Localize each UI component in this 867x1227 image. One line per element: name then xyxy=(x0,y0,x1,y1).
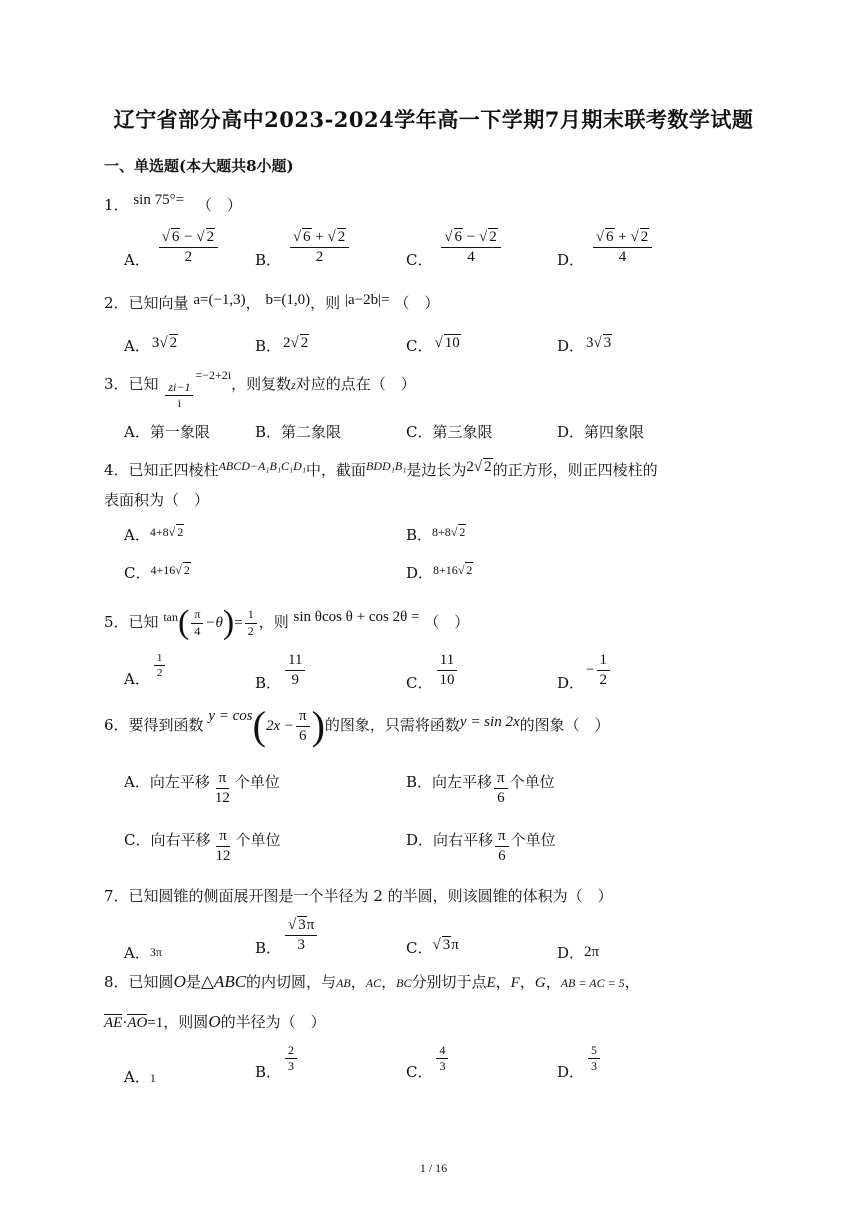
question-number: 2． xyxy=(104,294,129,312)
option-label: B． xyxy=(406,773,433,791)
section-name: BDD₁B₁ xyxy=(366,459,407,473)
question-text: 已知 xyxy=(128,613,159,631)
variable: z xyxy=(291,378,296,392)
option-label: C． xyxy=(406,939,433,957)
option-a[interactable]: A．1 xyxy=(124,1068,156,1086)
question-text: 的图象，只需将函数 xyxy=(324,716,460,734)
answer-blank: （ ） xyxy=(424,613,470,631)
option-text: 第三象限 xyxy=(432,423,493,441)
question-text: 的正方形，则正四棱柱的 xyxy=(492,461,658,479)
function-1: y = cos xyxy=(208,708,253,724)
vector-a: a=(−1,3) xyxy=(193,292,246,308)
option-label: B． xyxy=(255,1062,282,1081)
option-d[interactable]: D． $\frac{5}{3}$ xyxy=(557,1044,602,1082)
question-4: 4．已知正四棱柱$^{ABCD-A_1B_1C_1D_1}$中，截面$^{BDD_1B_1}$是边长为2√ 2的正方形，则正四棱柱的 xyxy=(104,459,658,479)
answer-blank: （ ） xyxy=(394,294,440,312)
question-number: 8． xyxy=(104,973,129,991)
question-number: 1． xyxy=(104,196,129,214)
option-label: D． xyxy=(557,337,585,355)
option-b[interactable]: B． $\frac{√ 3\pi}{3}$ xyxy=(255,916,319,958)
option-label: D． xyxy=(557,1062,585,1081)
option-d[interactable]: D． 3√ 3 xyxy=(557,335,612,355)
option-label: B． xyxy=(255,250,282,269)
question-8-line2: AE·AO=1，则圆O的半径为（ ） xyxy=(104,1012,326,1031)
option-a[interactable]: A．$^{4+8√ 2}$ xyxy=(124,525,184,544)
option-b[interactable]: B．$^{8+8√ 2}$ xyxy=(406,525,466,544)
question-2 xyxy=(104,292,439,313)
question-text: 中，截面 xyxy=(306,461,367,479)
option-b[interactable]: B． 2√ 2 xyxy=(255,335,309,355)
option-c[interactable] xyxy=(406,421,493,442)
question-7 xyxy=(104,885,613,906)
question-text: 对应的点在（ ） xyxy=(295,375,416,393)
question-number: 3． xyxy=(104,375,129,393)
option-a[interactable]: A． $\frac{1}{2}$ xyxy=(124,652,167,689)
option-label: A． xyxy=(124,773,150,791)
answer-blank: （ ） xyxy=(196,196,242,214)
expression: =−2+2i xyxy=(195,368,232,382)
option-b[interactable]: B．向左平移 $\frac{\pi}{6}$ 个单位 xyxy=(406,770,555,806)
option-label: C． xyxy=(406,250,433,269)
option-b[interactable]: B． $\frac{√ 6 + √ 2}{2}$ xyxy=(255,228,351,270)
option-label: B． xyxy=(255,674,282,692)
option-label: C． xyxy=(406,337,433,355)
option-c[interactable]: C．√ 3π xyxy=(406,937,459,957)
option-label: A． xyxy=(124,1068,150,1086)
option-label: C． xyxy=(406,674,433,692)
option-text: 第四象限 xyxy=(584,423,645,441)
option-d[interactable]: D． $\frac{√ 6 + √ 2}{4}$ xyxy=(557,228,654,270)
option-text: 第一象限 xyxy=(149,423,210,441)
vector-b: b=(1,0) xyxy=(265,292,311,308)
option-c[interactable]: C．向右平移 $\frac{\pi}{12}$ 个单位 xyxy=(124,828,281,864)
option-label: C． xyxy=(406,423,433,441)
option-b[interactable]: B． $\frac{11}{9}$ xyxy=(255,652,307,693)
option-d[interactable]: D．向右平移 $\frac{\pi}{6}$ 个单位 xyxy=(406,828,556,864)
option-a[interactable]: A．3π xyxy=(124,944,162,962)
option-d[interactable]: D．$^{8+16√ 2}$ xyxy=(406,563,473,582)
separator: ， xyxy=(245,294,261,312)
option-label: D． xyxy=(557,944,585,962)
question-number: 4． xyxy=(104,461,129,479)
option-text: 第二象限 xyxy=(281,423,342,441)
tan-fn: tan xyxy=(163,610,179,624)
expression: |a−2b|= xyxy=(344,292,390,308)
question-text: 已知圆锥的侧面展开图是一个半径为 2 的半圆，则该圆锥的体积为（ ） xyxy=(128,887,613,905)
option-label: A． xyxy=(124,337,150,355)
question-text: 的图象（ ） xyxy=(519,716,610,734)
option-label: A． xyxy=(124,944,150,962)
option-label: B． xyxy=(255,423,282,441)
question-stem: sin 75°= xyxy=(133,192,185,208)
question-5: 5．已知 $^{tan}$( $\frac{\pi}{4}$ −θ)= $\frac{1}{2}$ ，则 sin θcos θ + cos 2θ = （ ） xyxy=(104,604,470,641)
option-a[interactable]: A．向左平移 $\frac{\pi}{12}$ 个单位 xyxy=(124,770,280,806)
option-c[interactable]: C． $\frac{11}{10}$ xyxy=(406,652,459,693)
option-label: D． xyxy=(557,250,585,269)
question-4-line2: 表面积为（ ） xyxy=(104,491,210,509)
option-label: A． xyxy=(124,423,150,441)
option-a[interactable]: A． 3√ 2 xyxy=(124,335,178,355)
option-label: C． xyxy=(124,831,151,849)
question-6: 6．要得到函数 y = cos(2x − $\frac{\pi}{6}$ )的图象，只需将函数y = sin 2x的图象（ ） xyxy=(104,703,610,748)
option-label: A． xyxy=(124,250,150,269)
option-b[interactable]: B． $\frac{2}{3}$ xyxy=(255,1044,299,1082)
function-2: y = sin 2x xyxy=(459,714,520,730)
option-d[interactable]: D．− $\frac{1}{2}$ xyxy=(557,652,612,693)
option-a[interactable]: A． $\frac{√ 6 - √ 2}{2}$ xyxy=(124,228,220,270)
prism-name: ABCD−A₁B₁C₁D₁ xyxy=(218,459,307,473)
option-d[interactable]: D．2π xyxy=(557,944,600,962)
question-text: 已知圆 xyxy=(128,973,174,991)
option-label: B． xyxy=(406,526,433,544)
question-number: 5． xyxy=(104,613,129,631)
option-b[interactable] xyxy=(255,421,341,442)
option-label: A． xyxy=(124,669,150,688)
question-text: 已知正四棱柱 xyxy=(128,461,219,479)
section-heading: 一、单选题(本大题共8小题) xyxy=(104,157,294,175)
option-c[interactable]: C． √ 10 xyxy=(406,335,460,355)
option-label: C． xyxy=(406,1062,433,1081)
option-label: D． xyxy=(557,423,585,441)
option-label: B． xyxy=(255,938,282,957)
question-text: ，则 xyxy=(258,613,289,631)
page-number: 1 / 16 xyxy=(419,1161,448,1175)
option-d[interactable] xyxy=(557,421,644,442)
question-text: 要得到函数 xyxy=(128,716,204,734)
question-text: 是边长为 xyxy=(406,461,467,479)
question-number: 6． xyxy=(104,716,129,734)
question-3: 3．已知 $\frac{zi-1}{i}$ $^{=-2+2i}$，则复数z对应的点在（ ） xyxy=(104,368,416,411)
option-label: C． xyxy=(124,564,151,582)
option-label: B． xyxy=(255,337,282,355)
question-number: 7． xyxy=(104,887,129,905)
option-label: A． xyxy=(124,526,150,544)
page-title: 辽宁省部分高中2023-2024学年高一下学期7月期末联考数学试题 xyxy=(113,107,754,132)
question-1 xyxy=(104,192,242,215)
option-c[interactable]: C．$^{4+16√ 2}$ xyxy=(124,563,190,582)
expression: sin θcos θ + cos 2θ = xyxy=(293,609,420,625)
option-label: D． xyxy=(557,674,585,692)
option-a[interactable] xyxy=(124,421,210,442)
option-label: D． xyxy=(406,564,434,582)
question-text: ，则复数 xyxy=(231,375,292,393)
question-8: 8．已知圆O是△ABC的内切圆，与AB，AC，BC分别切于点E，F，G，AB = AC = 5， xyxy=(104,972,640,991)
option-label: D． xyxy=(406,831,434,849)
option-c[interactable]: C． $\frac{√ 6 - √ 2}{4}$ xyxy=(406,228,503,270)
question-text: 已知向量 xyxy=(128,294,189,312)
option-c[interactable]: C． $\frac{4}{3}$ xyxy=(406,1044,450,1082)
question-text: ，则 xyxy=(310,294,341,312)
question-text: 已知 xyxy=(128,375,159,393)
